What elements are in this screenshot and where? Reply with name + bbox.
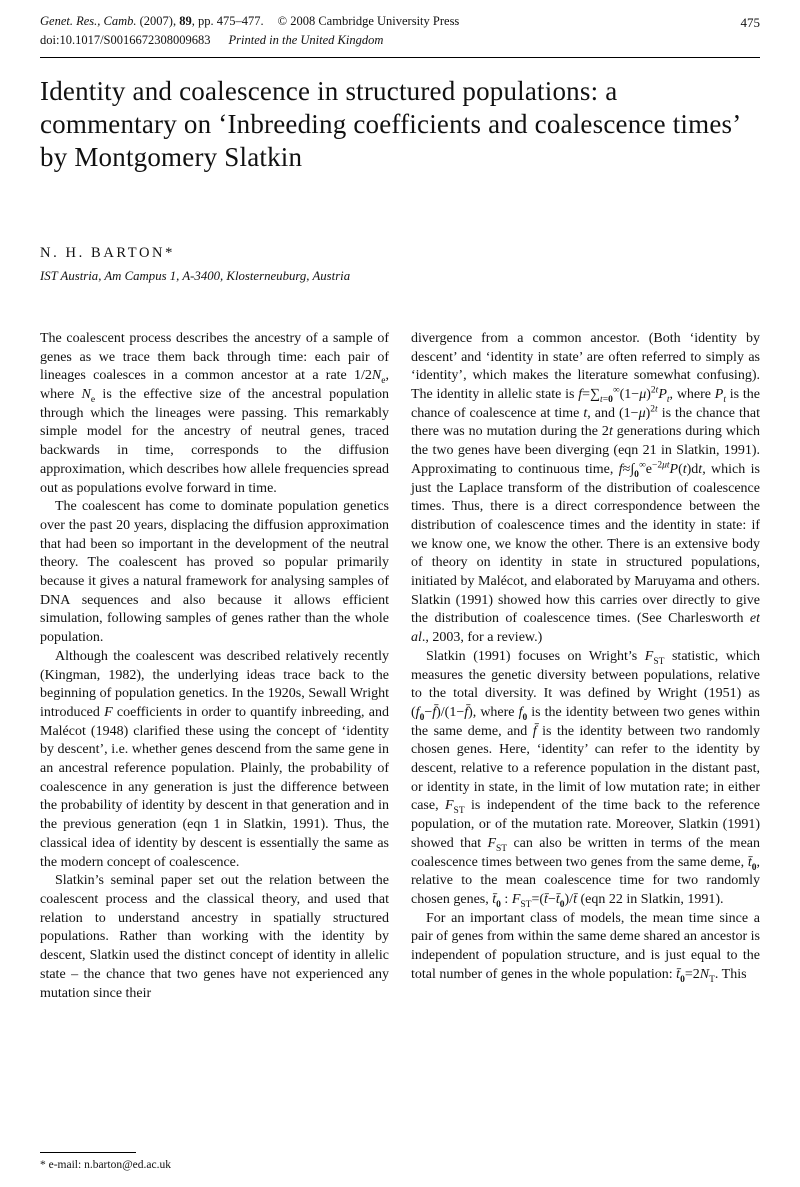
- paragraph: The coalescent has come to dominate population genetics over the past 20 years, displacing the diffusion approximation that had been so important in the development of the neutral theory. The coalescent has proved so popular primarily because it gives a natural framework for analysing samples of DNA sequences and also because it allows efficient simulation, following samples of genes rather than the whole population.: [40, 499, 389, 646]
- article-title: Identity and coalescence in structured populations: a commentary on ‘Inbreeding coefficients and coalescence times’ by Montgomery Slatkin: [40, 75, 740, 173]
- paragraph: Slatkin (1991) focuses on Wright’s $F_{ST}$ statistic, which measures the genetic diversity between populations, relative to the total diversity. It was defined by Wright (1951) as $(f_0-f̄)/(1-f̄)$, where $f_0$ is the identity between two genes within the same deme, and f̄ is the identity between two randomly chosen genes. Here, ‘identity’ can refer to the identity by descent, relative to a reference population in the distant past, or identity in state, in the limit of low mutation rate; in either case, $F_{ST}$ is independent of the time back to the reference population, or of the mutation rate. Moreover, Slatkin (1991) showed that $F_{ST}$ can also be written in terms of the mean coalescence times between two genes from the same deme, $t̄_0$, relative to the mean coalescence time for two randomly chosen genes, $t̄_0$ : $F_{ST}=(t̄-t̄_0)/t̄$ (eqn 22 in Slatkin, 1991).: [411, 648, 760, 910]
- paragraph: divergence from a common ancestor. (Both ‘identity by descent’ and ‘identity in state’ are often referred to simply as ‘identity’, which makes the literature somewhat confusing). The identity in allelic state is $f=\sum_{t=0}^\infty(1-\mu)^{2t}P_t$, where $P_t$ is the chance of coalescence at time t, and $(1-\mu)^{2t}$ is the chance that there was no mutation during the 2t generations during which the two genes have been diverging (eqn 21 in Slatkin, 1991). Approximating to continuous time, $f\approx\int_0^\infty e^{-2\mu t}P(t)dt$, which is just the Laplace transform of the distribution of coalescence times. Thus, there is a direct correspondence between the distribution of coalescence times and the identity in state: if we know one, we know the other. There is an extensive body of theory on identity in state in structured populations, initiated by Malécot, and elaborated by Maruyama and others. Slatkin (1991) showed how this carries over directly to give the distribution of coalescence times. (See Charlesworth et al., 2003, for a review.): [411, 330, 760, 646]
- left-column: [40, 330, 389, 1173]
- paragraph: Although the coalescent was described relatively recently (Kingman, 1982), the underlying ideas trace back to the beginning of population genetics. In the 1920s, Sewall Wright introduced F coefficients in order to quantify inbreeding, and Malécot (1948) clarified these using the concept of ‘identity by descent’, i.e. whether genes descend from the same gene in an ancestral reference population. Plainly, the probability of coalescence in any generation is just the difference between the probability of identity by descent in that generation and in the previous generation (eqn 1 in Slatkin, 1991). Thus, the classical idea of identity by descent is essentially the same as the modern concept of coalescence.: [40, 648, 389, 870]
- article-body: [40, 330, 760, 1173]
- volume-number: 89: [179, 14, 192, 28]
- author-name: N. H. BARTON*: [40, 244, 175, 261]
- doi-text: doi:10.1017/S0016672308009683: [40, 32, 211, 47]
- paragraph: The coalescent process describes the ancestry of a sample of genes as we trace them back through time: each pair of lineages coalesces in a common ancestor at a rate $1/2N_e$, where $N_e$ is the effective size of the ancestral population through which the lineages were passing. This remarkably simple model for the ancestry of neutral genes, traced backwards in time, corresponds to the diffusion approximation, which describes how allele frequencies spread out as populations evolve forward in time.: [40, 330, 389, 496]
- left-column-text: [40, 330, 389, 1003]
- footnote-block: [40, 1142, 389, 1173]
- copyright-notice: © 2008 Cambridge University Press: [277, 14, 460, 28]
- footnote-email: * e-mail: n.barton@ed.ac.uk: [40, 1159, 171, 1172]
- running-head: [40, 12, 760, 50]
- journal-citation: [40, 12, 459, 50]
- footnote-rule: [40, 1152, 136, 1153]
- paragraph: Slatkin’s seminal paper set out the relation between the coalescent process and the classical theory, and used that relation to understand ancestry in spatially structured populations. Rather than working with the identity by descent, Slatkin used the distinct concept of identity in allelic state – the chance that two genes have not experienced any mutation since their: [40, 873, 389, 1001]
- citation-year: (2007),: [136, 14, 180, 28]
- author-affiliation: IST Austria, Am Campus 1, A-3400, Klosterneuburg, Austria: [40, 268, 351, 283]
- citation-line2: [40, 31, 459, 50]
- citation-pages: , pp. 475–477.: [191, 14, 264, 28]
- citation-line1: [40, 12, 459, 31]
- right-column: [411, 330, 760, 1173]
- paragraph: For an important class of models, the mean time since a pair of genes from within the same deme shared an ancestor is independent of population structure, and is just equal to the total number of genes in the whole population: $t̄_0=2N_T$. This: [411, 910, 760, 985]
- printed-in-text: Printed in the United Kingdom: [228, 32, 384, 47]
- page-number: 475: [740, 15, 760, 30]
- journal-name: Genet. Res., Camb.: [40, 14, 137, 28]
- header-rule: [40, 57, 760, 58]
